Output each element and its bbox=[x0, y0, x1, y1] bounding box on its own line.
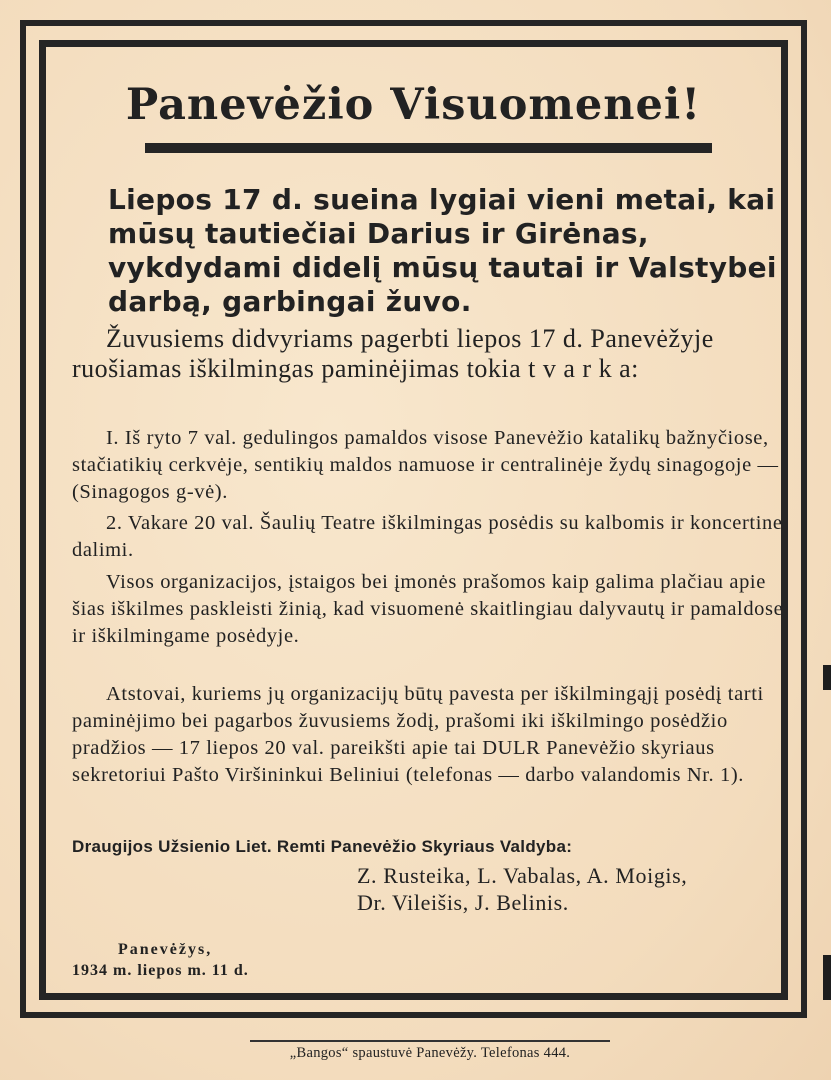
edge-mark-top bbox=[823, 665, 831, 690]
lead-paragraph: Liepos 17 d. sueina lygiai vieni metai, kai mūsų tautiečiai Darius ir Girėnas, vykdydami didelį mūsų tautai ir Valstybei darbą, garbingai žuvo. bbox=[108, 183, 777, 318]
printer-rule bbox=[250, 1040, 610, 1042]
board-signature-label: Draugijos Užsienio Liet. Remti Panevėžio Skyriaus Valdyba: bbox=[72, 837, 573, 856]
place-line: Panevėžys, bbox=[118, 941, 213, 958]
representatives-paragraph: Atstovai, kuriems jų organizacijų būtų pavesta per iškilmingąjį posėdį tarti paminėjimo bei pagarbos žuvusiems žodį, prašomi iki iškilmingo posėdžio pradžios — 17 liepos 20 val. pareikšti apie tai DULR Panevėžio skyriaus sekretoriui Pašto Viršininkui Beliniui (telefonas — darbo valandomis Nr. 1). bbox=[72, 683, 764, 786]
program-item-1: I. Iš ryto 7 val. gedulingos pamaldos visose Panevėžio katalikų bažnyčiose, stačiatikių cerkvėje, sentikių maldos namuose ir centralinėje žydų sinagogoje — (Sinagogos g-vė). bbox=[72, 427, 779, 503]
program-item-2: 2. Vakare 20 val. Šaulių Teatre iškilmingas posėdis su kalbomis ir koncertine dalimi. bbox=[72, 512, 783, 561]
edge-mark-bottom bbox=[823, 955, 831, 1000]
intro-paragraph: Žuvusiems didvyriams pagerbti liepos 17 d. Panevėžyje ruošiamas iškilmingas paminėjimas tokia t v a r k a: bbox=[72, 324, 714, 383]
title-underline bbox=[145, 143, 712, 153]
signatory-names bbox=[357, 862, 687, 916]
poster-title: Panevėžio Visuomenei! bbox=[125, 80, 702, 130]
printer-imprint: „Bangos“ spaustuvė Panevėžy. Telefonas 444. bbox=[289, 1045, 571, 1061]
signatory-names-line-1: Z. Rusteika, L. Vabalas, A. Moigis, bbox=[357, 863, 688, 888]
date-line: 1934 m. liepos m. 11 d. bbox=[72, 962, 249, 979]
signatory-names-line-2: Dr. Vileišis, J. Belinis. bbox=[357, 890, 569, 915]
organizations-paragraph: Visos organizacijos, įstaigos bei įmonės prašomos kaip galima plačiau apie šias iškilmes paskleisti žinią, kad visuomenė skaitlingiau dalyvautų ir pamaldose ir iškilmingame posėdyje. bbox=[72, 571, 784, 647]
